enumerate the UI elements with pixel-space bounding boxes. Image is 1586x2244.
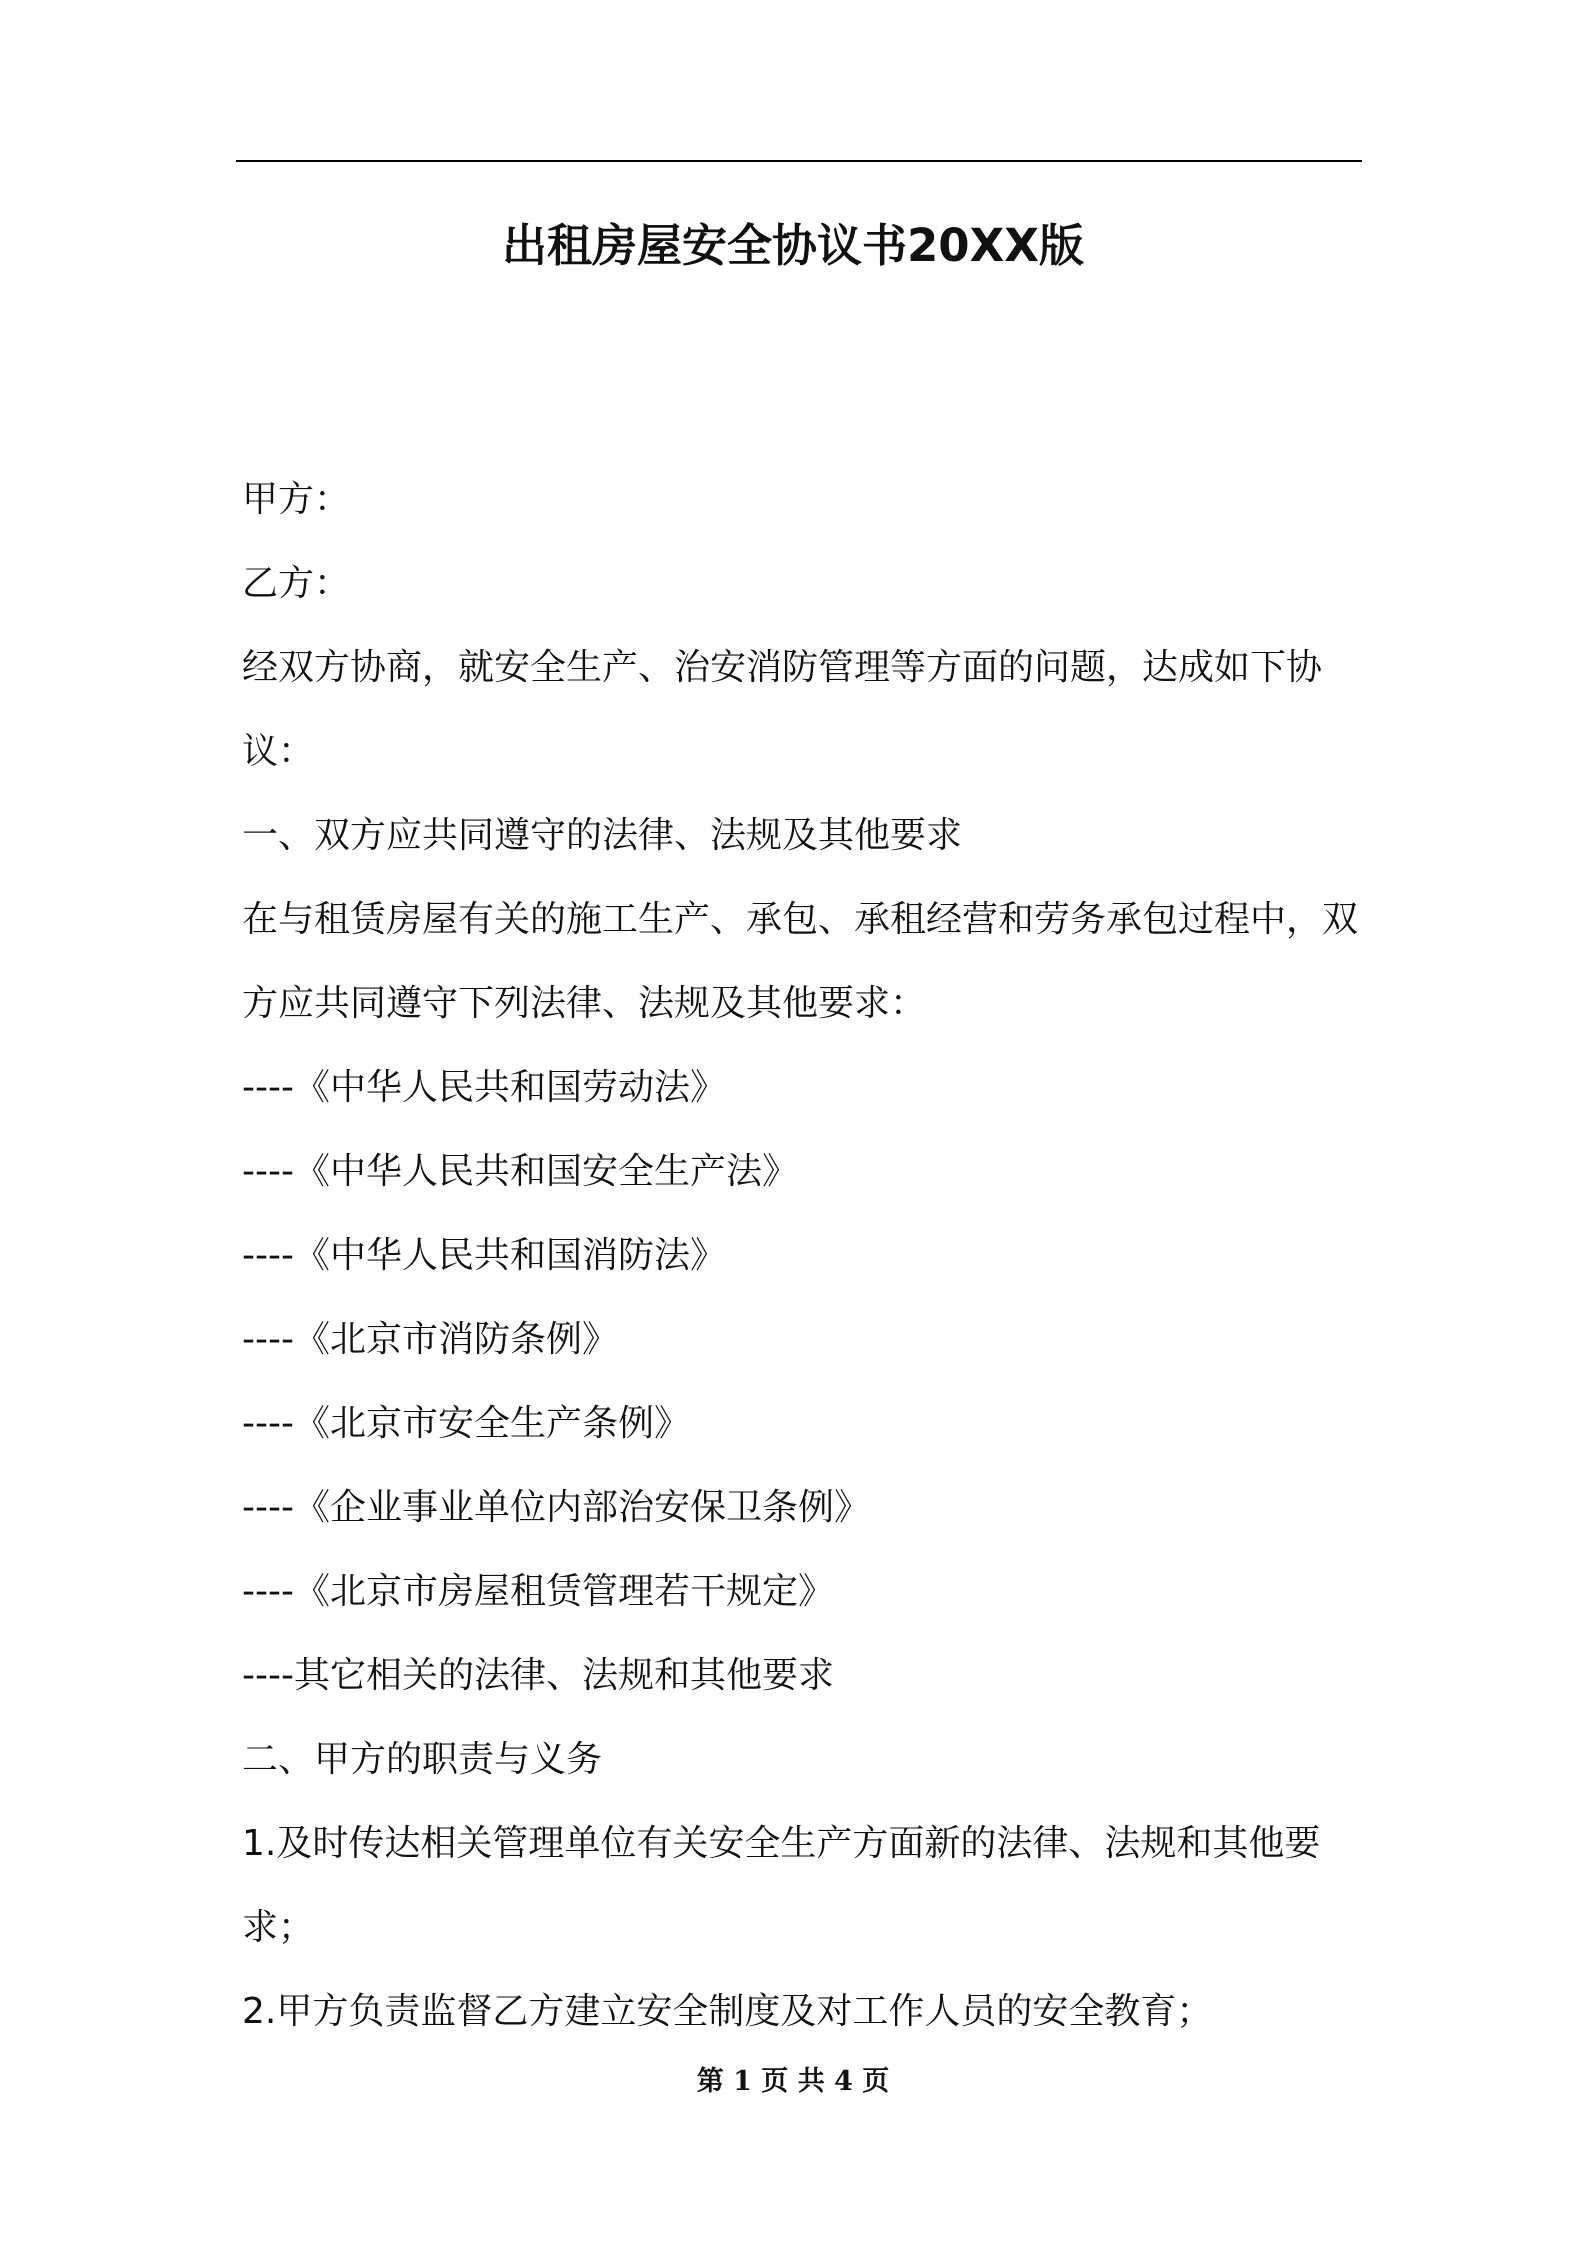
document-title: 出租房屋安全协议书20XX版 xyxy=(501,219,1084,272)
duty-item: 2.甲方负责监督乙方建立安全制度及对工作人员的安全教育； xyxy=(242,1991,1213,2032)
section-heading-2: 二、甲方的职责与义务 xyxy=(242,1739,603,1780)
header-rule xyxy=(236,160,1362,162)
party-b-line: 乙方： xyxy=(242,563,351,604)
intro-paragraph: 经双方协商，就安全生产、治安消防管理等方面的问题，达成如下协议： xyxy=(242,647,1323,772)
page-footer: 第 1 页 共 4 页 xyxy=(696,2066,890,2097)
section-heading-1: 一、双方应共同遵守的法律、法规及其他要求 xyxy=(242,815,963,856)
document-body xyxy=(242,458,1362,2054)
law-list-item: ----《中华人民共和国消防法》 xyxy=(242,1235,726,1276)
law-list-item: ----其它相关的法律、法规和其他要求 xyxy=(242,1655,834,1696)
law-list-item: ----《企业事业单位内部治安保卫条例》 xyxy=(242,1487,870,1528)
party-a-line: 甲方： xyxy=(242,479,351,520)
law-list-item: ----《中华人民共和国劳动法》 xyxy=(242,1067,726,1108)
duty-item: 1.及时传达相关管理单位有关安全生产方面新的法律、法规和其他要求； xyxy=(242,1823,1321,1948)
law-list-item: ----《北京市房屋租赁管理若干规定》 xyxy=(242,1571,834,1612)
law-list-item: ----《北京市消防条例》 xyxy=(242,1319,618,1360)
law-list-item: ----《北京市安全生产条例》 xyxy=(242,1403,690,1444)
section-1-paragraph: 在与租赁房屋有关的施工生产、承包、承租经营和劳务承包过程中，双方应共同遵守下列法律、法规及其他要求： xyxy=(242,899,1359,1024)
law-list-item: ----《中华人民共和国安全生产法》 xyxy=(242,1151,798,1192)
